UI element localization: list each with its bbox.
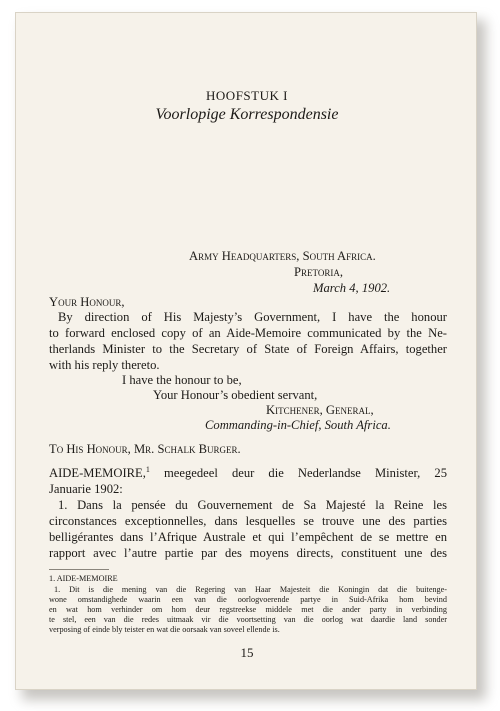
footnote-marker: 1	[145, 465, 150, 474]
footnote-line-3: en wat hom verhinder om hom deur regstreekse middele met die ander party in verbinding	[49, 605, 447, 614]
letter-body-line-2: to forward enclosed copy of an Aide-Memoire communicated by the Ne-	[49, 326, 447, 340]
footnote-line-4: te stel, een van die redes uitmaak vir die voortsetting van die oorlog wat daardie land sonder	[49, 615, 447, 624]
aide-memoire-line-3: 1. Dans la pensée du Gouvernement de Sa Majesté la Reine les	[58, 498, 447, 512]
aide-memoire-line-4: circonstances exceptionnelles, dans lesquelles se trouve une des parties	[49, 514, 447, 528]
letter-body-line-3: therlands Minister to the Secretary of State of Foreign Affairs, together	[49, 342, 447, 356]
book-page	[15, 12, 477, 690]
chapter-label: HOOFSTUK I	[206, 88, 288, 103]
aide-memoire-heading-group	[49, 465, 150, 481]
footnote-rule	[49, 569, 109, 570]
aide-memoire-line-2: Januarie 1902:	[49, 482, 123, 496]
aide-memoire-first-line	[49, 465, 447, 481]
letter-recipient: To His Honour, Mr. Schalk Burger.	[49, 442, 241, 456]
footnote-line-1: 1. Dit is die mening van die Regering van Haar Majesteit die Koningin dat die buitenge-	[54, 585, 447, 594]
letter-signature-title: Commanding-in-Chief, South Africa.	[205, 418, 391, 432]
aide-memoire-line-5: belligérantes dans l’Afrique Australe et qui l’empêchent de se mettre en	[49, 530, 447, 544]
letter-body-line-4: with his reply thereto.	[49, 358, 160, 372]
page-number: 15	[240, 645, 254, 660]
letter-date: March 4, 1902.	[313, 281, 391, 295]
aide-memoire-heading: AIDE-MEMOIRE,	[49, 466, 146, 480]
letter-body-line-1: By direction of His Majesty’s Government, I have the honour	[58, 310, 447, 324]
footnote-line-5: verposing of einde bly teister en wat die oorsaak van soveel ellende is.	[49, 625, 280, 634]
letter-signature-name: Kitchener, General,	[266, 403, 374, 417]
letter-salutation: Your Honour,	[49, 295, 125, 309]
letter-closing-line-1: I have the honour to be,	[122, 373, 242, 387]
chapter-title: Voorlopige Korrespondensie	[155, 106, 339, 123]
letter-address-line-1: Army Headquarters, South Africa.	[189, 249, 376, 263]
letter-address-line-2: Pretoria,	[294, 265, 343, 279]
letter-closing-line-2: Your Honour’s obedient servant,	[153, 388, 318, 402]
aide-memoire-line-6: rapport avec l’autre partie par des moyens directs, constituent une des	[49, 546, 447, 560]
footnote-line-2: wone omstandighede waarin een van die oorlogvoerende partye in Suid-Afrika hom bevind	[49, 595, 447, 604]
aide-memoire-line-1: meegedeel deur die Nederlandse Minister, 25	[164, 466, 447, 480]
footnote-heading: 1. AIDE-MEMOIRE	[49, 574, 118, 583]
